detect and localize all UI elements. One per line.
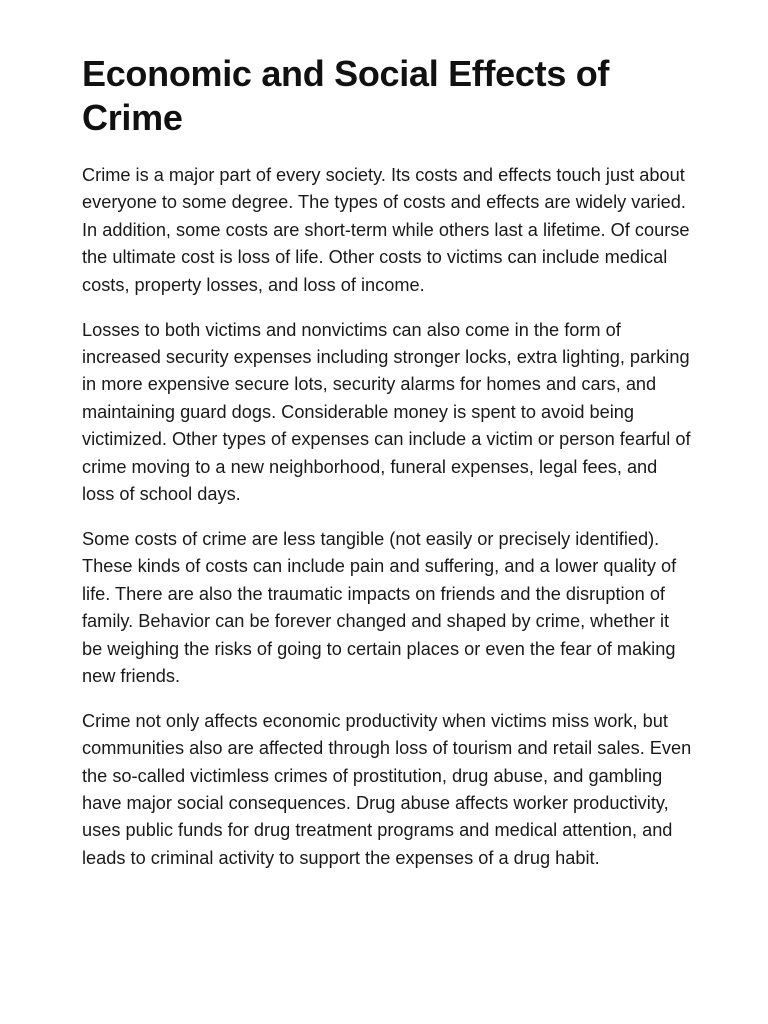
article-paragraph-3: Some costs of crime are less tangible (not easily or precisely identified). These kinds of costs can include pain and suffering, and a lower quality of life. There are also the traumatic impacts on friends and the disruption of family. Behavior can be forever changed and shaped by crime, whether it be weighing the risks of going to certain places or even the fear of making new friends. (82, 528, 677, 686)
article-paragraph-2: Losses to both victims and nonvictims can also come in the form of increased security expenses including stronger locks, extra lighting, parking in more expensive secure lots, security alarms for homes and cars, and maintaining guard dogs. Considerable money is spent to avoid being victimized. Other types of expenses can include a victim or person fearful of crime moving to a new neighborhood, funeral expenses, legal fees, and loss of school days. (82, 319, 691, 504)
article-paragraph-4: Crime not only affects economic productivity when victims miss work, but communities also are affected through loss of tourism and retail sales. Even the so-called victimless crimes of prostitution, drug abuse, and gambling have major social consequences. Drug abuse affects worker productivity, uses public funds for drug treatment programs and medical attention, and leads to criminal activity to support the expenses of a drug habit. (82, 710, 692, 868)
article-paragraph-1: Crime is a major part of every society. Its costs and effects touch just about everyone to some degree. The types of costs and effects are widely varied. In addition, some costs are short-term while others last a lifetime. Of course the ultimate cost is loss of life. Other costs to victims can include medical costs, property losses, and loss of income. (82, 165, 690, 295)
page-title: Economic and Social Effects of Crime (82, 53, 610, 138)
article (82, 52, 692, 890)
